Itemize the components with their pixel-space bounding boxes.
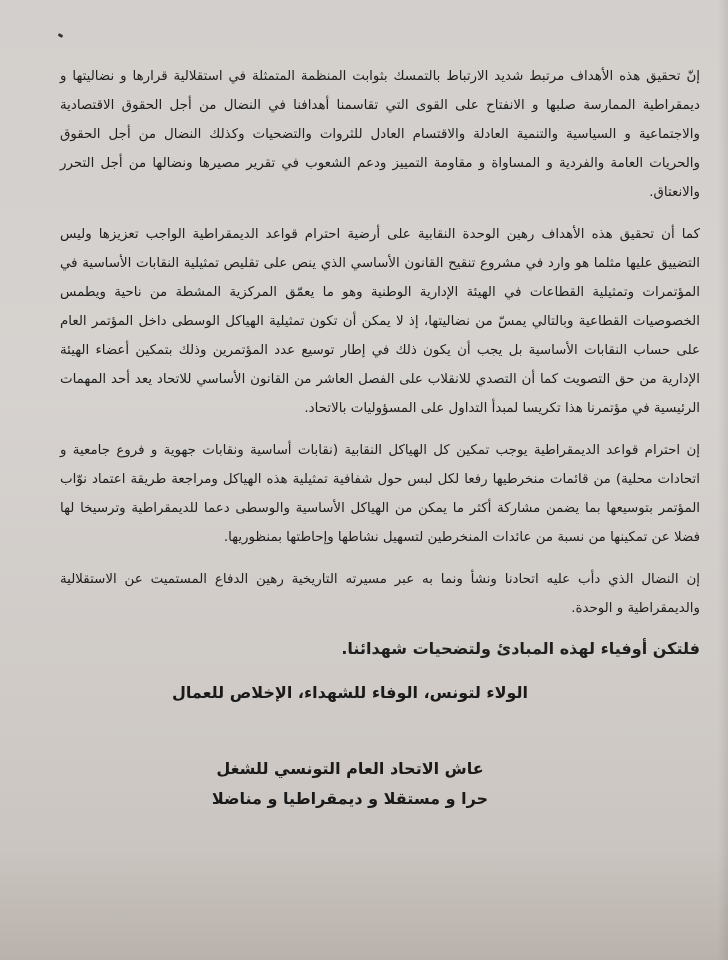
- ink-speck: [58, 33, 64, 38]
- slogan-long-live-union: عاش الاتحاد العام التونسي للشغل: [216, 759, 484, 778]
- paragraph-objectives: إنّ تحقيق هذه الأهداف مرتبط شديد الارتباط بالتمسك بثوابت المنظمة المتمثلة في استقلالية قرارها و نضاليتها و ديمقراطية الممارسة صلبها و الانفتاح على القوى التي تقاسمنا أهدافنا في النضال من أجل الحقوق الاقتصادية والاجتماعية و السياسية والتنمية العادلة والاقتسام العادل للثروات والتضحيات وكذلك النضال من أجل الحقوق والحريات العامة والفردية و المساواة و مقاومة التمييز ودعم الشعوب في تقرير مصيرها ونضالها من أجل التحرر والانعتاق.: [60, 69, 700, 200]
- document-body: [60, 62, 700, 675]
- page-shadow-right: [718, 0, 728, 960]
- slogan-free-independent: حرا و مستقلا و ديمقراطيا و مناضلا: [211, 789, 489, 808]
- paragraph-democracy-rules: إن احترام قواعد الديمقراطية يوجب تمكين كل الهياكل النقابية (نقابات أساسية ونقابات جهوية و فروع جامعية و اتحادات محلية) من قائمات منخرطيها رفعا لكل لبس حول شفافية تمثيلية هذه الهياكل ومراجعة طريقة اعتماد نوّاب المؤتمر بتوسيعها بما يضمن مشاركة أكثر ما يمكن من الهياكل الأساسية والوسطى دعما للديمقراطية وترسيخا لها فضلا عن تمكينها من نسبة من عائدات المنخرطين لتسهيل نشاطها وإحاطتها بمنظوريها.: [60, 443, 700, 545]
- paragraph-struggle: إن النضال الذي دأب عليه اتحادنا ونشأ ونما به عبر مسيرته التاريخية رهين الدفاع المستميت عن الاستقلالية والديمقراطية و الوحدة.: [60, 572, 700, 616]
- page-shadow-bottom: [0, 850, 728, 960]
- slogan-loyalty: الولاء لتونس، الوفاء للشهداء، الإخلاص للعمال: [171, 683, 529, 702]
- paragraph-union-unity: كما أن تحقيق هذه الأهداف رهين الوحدة النقابية على أرضية احترام قواعد الديمقراطية الواجب تعزيزها وليس التضييق عليها مثلما هو وارد في مشروع تنقيح القانون الأساسي الذي ينص على تقليص تمثيلية النقابات الأساسية في المؤتمرات وتمثيلية القطاعات في الهيئة الإدارية الوطنية وهو ما يعمّق المركزية المشطة من ناحية ويطمس الخصوصيات القطاعية وبالتالي يمسّ من نضاليتها، إذ لا يمكن أن تكون تمثيلية الهياكل الوسطى داخل المؤتمر العام على حساب النقابات الأساسية بل يجب أن يكون ذلك في إطار توسيع عدد المؤتمرين وذلك بتمكين أعضاء الهيئة الإدارية من حق التصويت كما أن التصدي للانقلاب على الفصل العاشر من القانون الأساسي للاتحاد يعد أحد المهمات الرئيسية في مؤتمرنا هذا تكريسا لمبدأ التداول على المسؤوليات بالاتحاد.: [60, 227, 700, 416]
- paragraph-pledge: فلتكن أوفياء لهذه المبادئ ولتضحيات شهدائنا.: [341, 639, 700, 658]
- closing-slogans: [60, 680, 640, 814]
